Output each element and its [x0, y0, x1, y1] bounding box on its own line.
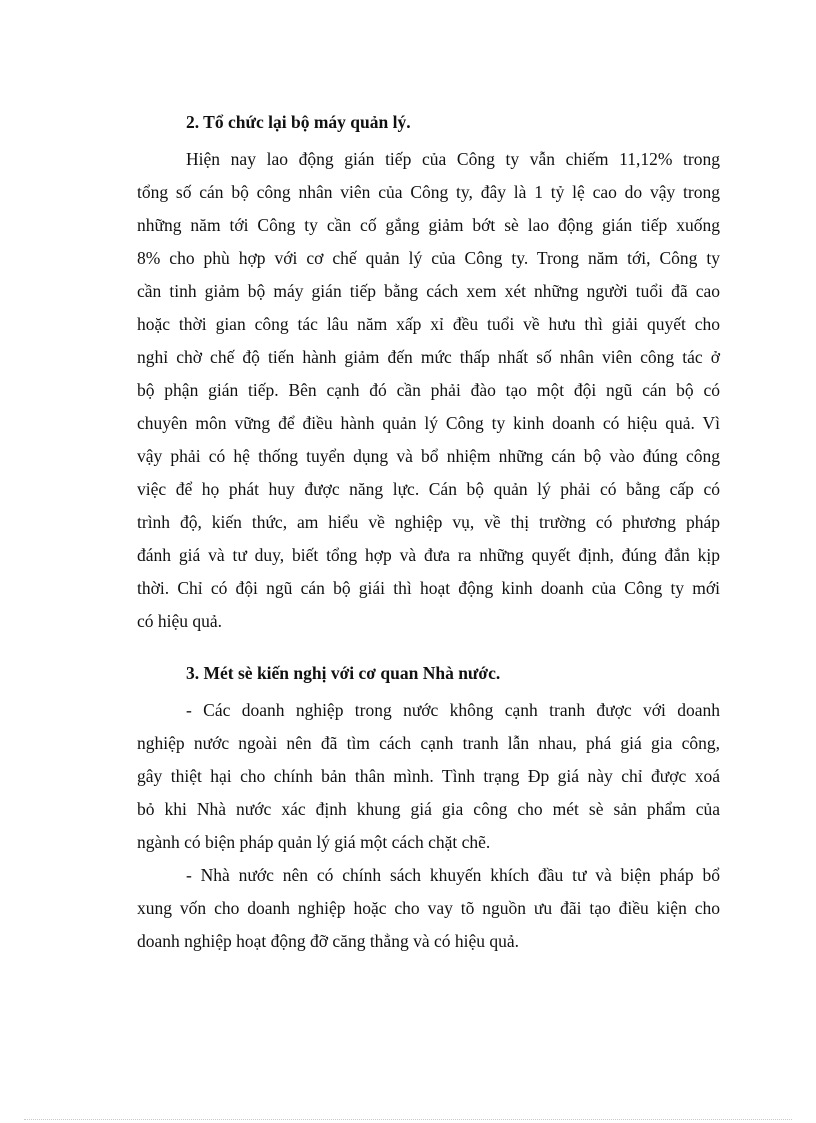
paragraph-line: bỏ khi Nhà nước xác định khung giá gia công cho mét sè sản phẩm của	[137, 799, 720, 819]
paragraph-line: hoặc thời gian công tác lâu năm xấp xỉ đều tuổi về hưu thì giải quyết cho	[137, 314, 720, 334]
footer-divider	[24, 1119, 792, 1120]
paragraph-line: doanh nghiệp hoạt động đỡ căng thẳng và có hiệu quả.	[137, 931, 520, 951]
paragraph-line: nghỉ chờ chế độ tiến hành giảm đến mức thấp nhất số nhân viên công tác ở	[137, 347, 720, 367]
paragraph-line: nghiệp nước ngoài nên đã tìm cách cạnh tranh lẫn nhau, phá giá gia công,	[137, 733, 720, 753]
paragraph-line: gây thiệt hại cho chính bản thân mình. Tình trạng Đp giá này chỉ được xoá	[137, 766, 720, 786]
paragraph-line: vậy phải có hệ thống tuyển dụng và bổ nhiệm những cán bộ vào đúng công	[137, 446, 720, 466]
paragraph-line: xung vốn cho doanh nghiệp hoặc cho vay tõ nguồn ưu đãi tạo điều kiện cho	[137, 898, 720, 918]
paragraph-line: 8% cho phù hợp với cơ chế quản lý của Công ty. Trong năm tới, Công ty	[137, 248, 720, 268]
paragraph-line: tổng số cán bộ công nhân viên của Công ty, đây là 1 tỷ lệ cao do vậy trong	[137, 182, 720, 202]
paragraph-line: Hiện nay lao động gián tiếp của Công ty vẫn chiếm 11,12% trong	[186, 149, 720, 169]
paragraph-line: - Các doanh nghiệp trong nước không cạnh tranh được với doanh	[186, 700, 720, 720]
paragraph-line: chuyên môn vững để điều hành quản lý Công ty kinh doanh có hiệu quả. Vì	[137, 413, 720, 433]
paragraph-line: cần tinh giảm bộ máy gián tiếp bằng cách xem xét những người tuổi đã cao	[137, 281, 720, 301]
paragraph-line: việc để họ phát huy được năng lực. Cán bộ quản lý phải có bằng cấp có	[137, 479, 720, 499]
paragraph-line: ngành có biện pháp quản lý giá một cách chặt chẽ.	[137, 832, 491, 852]
paragraph-line: bộ phận gián tiếp. Bên cạnh đó cần phải đào tạo một đội ngũ cán bộ có	[137, 380, 720, 400]
paragraph-line: có hiệu quả.	[137, 611, 223, 631]
paragraph-line: - Nhà nước nên có chính sách khuyến khích đầu tư và biện pháp bổ	[186, 865, 720, 885]
paragraph-line: trình độ, kiến thức, am hiểu về nghiệp vụ, về thị trường có phương pháp	[137, 512, 720, 532]
paragraph-line: thời. Chỉ có đội ngũ cán bộ giái thì hoạt động kinh doanh của Công ty mới	[137, 578, 720, 598]
section-3-heading: 3. Mét sè kiến nghị với cơ quan Nhà nước.	[186, 663, 501, 683]
paragraph-line: những năm tới Công ty cần cố gắng giảm bớt sè lao động gián tiếp xuống	[137, 215, 720, 235]
section-2-heading: 2. Tổ chức lại bộ máy quản lý.	[186, 112, 411, 132]
paragraph-line: đánh giá và tư duy, biết tổng hợp và đưa ra những quyết định, đúng đắn kịp	[137, 545, 720, 565]
